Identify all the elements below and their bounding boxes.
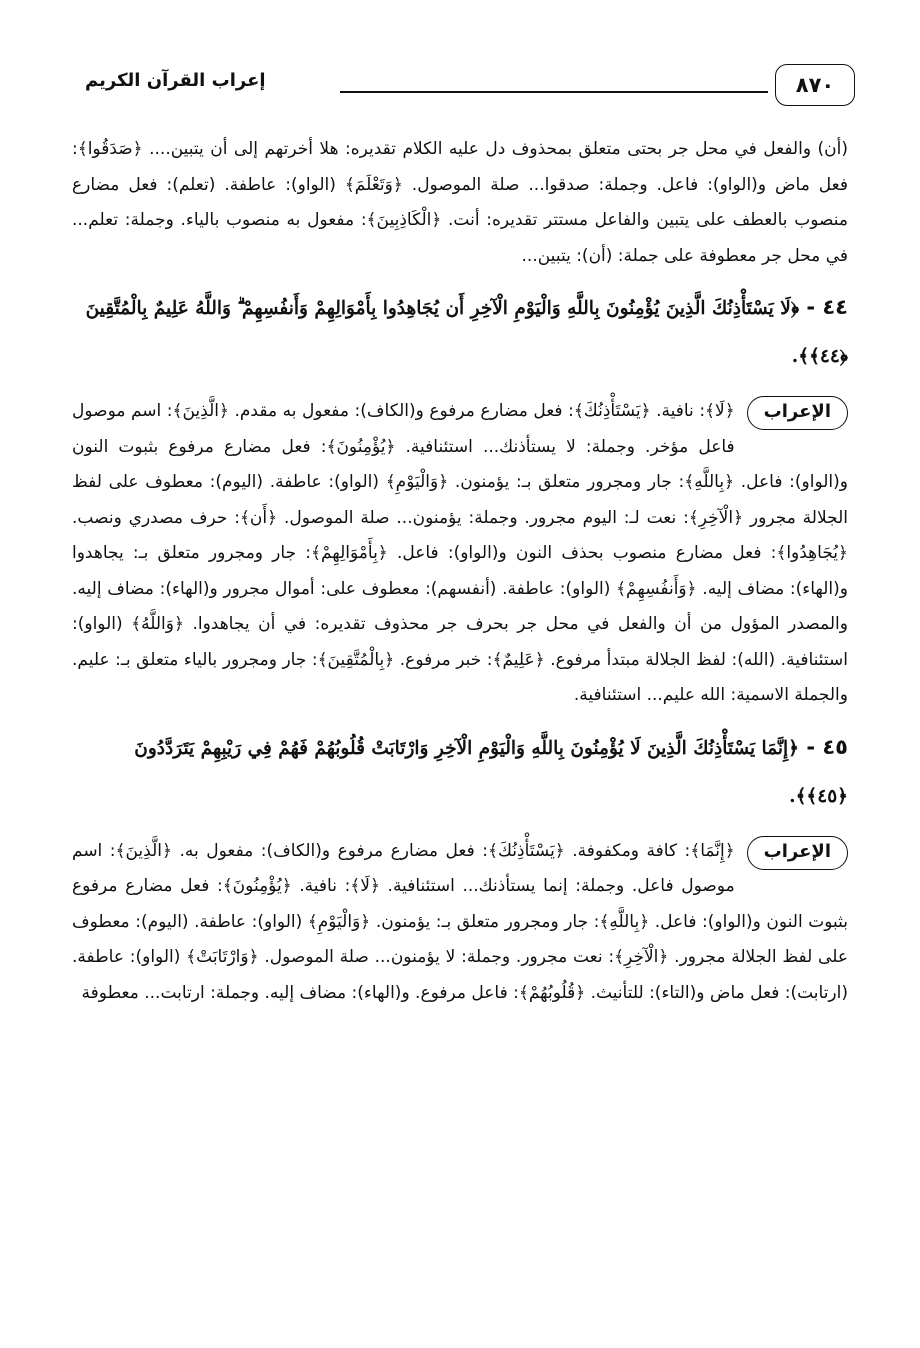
page-header	[85, 62, 855, 112]
irab-label-badge: الإعراب	[747, 396, 848, 430]
verse-44	[72, 284, 848, 380]
page-number: ٨٧٠	[775, 64, 855, 106]
page-content	[72, 132, 848, 1011]
header-rule	[340, 91, 768, 93]
irab-44-paragraph: ﴿لَا﴾: نافية. ﴿يَسْتَأْذِنُكَ﴾: فعل مضارع مرفوع و(الكاف): مفعول به مقدم. ﴿الَّذِينَ﴾: اسم موصول فاعل مؤخر. وجملة: لا يستأذنك... استئنافية. ﴿يُؤْمِنُونَ﴾: فعل مضارع مرفوع بثبوت النون و(الواو): فاعل. ﴿بِاللَّهِ﴾: جار ومجرور متعلق بـ: يؤمنون. ﴿وَالْيَوْمِ﴾ (الواو): عاطفة. (اليوم): معطوف على لفظ الجلالة مجرور ﴿الْآخِرِ﴾: نعت لـ: اليوم مجرور. وجملة: يؤمنون... صلة الموصول. ﴿أَن﴾: حرف مصدري ونصب. ﴿يُجَاهِدُوا﴾: فعل مضارع منصوب بحذف النون و(الواو): فاعل. ﴿بِأَمْوَالِهِمْ﴾: جار ومجرور متعلق بـ: يجاهدوا و(الهاء): مضاف إليه. ﴿وَأَنفُسِهِمْ﴾ (الواو): عاطفة. (أنفسهم): معطوف على: أموال مجرور و(الهاء): مضاف إليه. والمصدر المؤول من أن والفعل في محل جر بحرف جر محذوف تقديره: في أن يجاهدوا. ﴿وَاللَّهُ﴾ (الواو): استئنافية. (الله): لفظ الجلالة مبتدأ مرفوع. ﴿عَلِيمٌ﴾: خبر مرفوع. ﴿بِالْمُتَّقِينَ﴾: جار ومجرور بالياء متعلق بـ: عليم. والجملة الاسمية: الله عليم... استئنافية.	[72, 401, 848, 705]
irab-label-badge: الإعراب	[747, 836, 848, 870]
book-title: إعراب القرآن الكريم	[85, 70, 266, 91]
verse-44-text: ﴿لَا يَسْتَأْذِنُكَ الَّذِينَ يُؤْمِنُونَ بِاللَّهِ وَالْيَوْمِ الْآخِرِ أَن يُجَاهِدُوا بِأَمْوَالِهِمْ وَأَنفُسِهِمْ ۗ وَاللَّهُ عَلِيمٌ بِالْمُتَّقِينَ ﴿٤٤﴾﴾.	[85, 298, 848, 367]
intro-paragraph: (أن) والفعل في محل جر بحتى متعلق بمحذوف دل عليه الكلام تقديره: هلا أخرتهم إلى أن يتبين.... ﴿صَدَقُوا﴾: فعل ماض و(الواو): فاعل. وجملة: صدقوا... صلة الموصول. ﴿وَتَعْلَمَ﴾ (الواو): عاطفة. (تعلم): فعل مضارع منصوب بالعطف على يتبين والفاعل مستتر تقديره: أنت. ﴿الْكَاذِبِينَ﴾: مفعول به منصوب بالياء. وجملة: تعلم... في محل جر معطوفة على جملة: (أن): يتبين...	[72, 139, 848, 266]
irab-45-block	[72, 834, 848, 1012]
verse-45	[72, 724, 848, 820]
verse-45-text: ﴿إِنَّمَا يَسْتَأْذِنُكَ الَّذِينَ لَا يُؤْمِنُونَ بِاللَّهِ وَالْيَوْمِ الْآخِرِ وَارْتَابَتْ قُلُوبُهُمْ فَهُمْ فِي رَيْبِهِمْ يَتَرَدَّدُونَ ﴿٤٥﴾﴾.	[134, 737, 848, 807]
irab-44-block	[72, 394, 848, 714]
irab-45-paragraph: ﴿إِنَّمَا﴾: كافة ومكفوفة. ﴿يَسْتَأْذِنُكَ﴾: فعل مضارع مرفوع و(الكاف): مفعول به. ﴿الَّذِينَ﴾: اسم موصول فاعل. وجملة: إنما يستأذنك... استئنافية. ﴿لَا﴾: نافية. ﴿يُؤْمِنُونَ﴾: فعل مضارع مرفوع بثبوت النون و(الواو): فاعل. ﴿بِاللَّهِ﴾: جار ومجرور متعلق بـ: يؤمنون. ﴿وَالْيَوْمِ﴾ (الواو): عاطفة. (اليوم): معطوف على لفظ الجلالة مجرور. ﴿الْآخِرِ﴾: نعت مجرور. وجملة: لا يؤمنون... صلة الموصول. ﴿وَارْتَابَتْ﴾ (الواو): عاطفة. (ارتابت): فعل ماض و(التاء): للتأنيث. ﴿قُلُوبُهُمْ﴾: فاعل مرفوع. و(الهاء): مضاف إليه. وجملة: ارتابت... معطوفة	[72, 840, 848, 1003]
verse-44-number: ٤٤ -	[806, 295, 848, 319]
verse-45-number: ٤٥ -	[806, 734, 848, 759]
